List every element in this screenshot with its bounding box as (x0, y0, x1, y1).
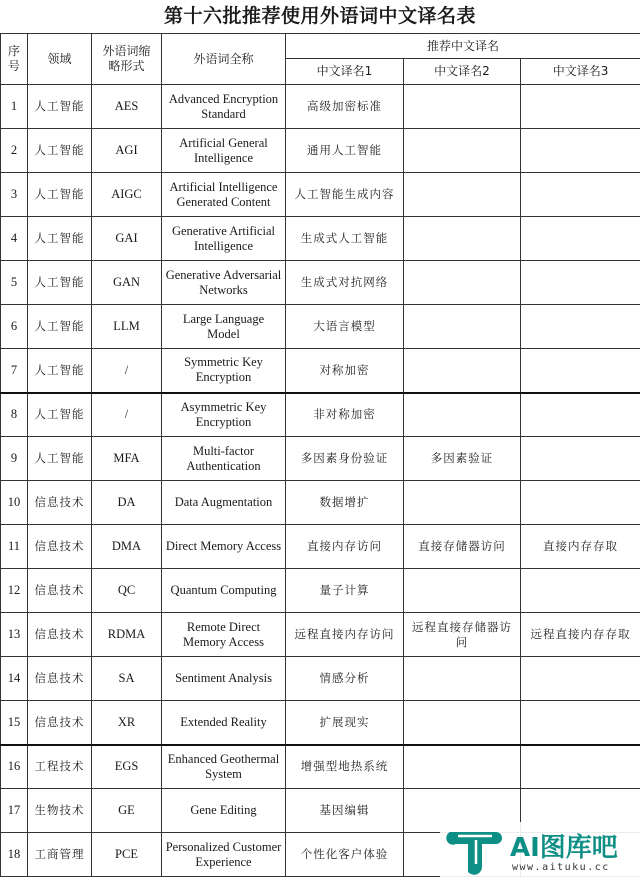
cell-cn2 (404, 85, 521, 129)
table-row (1, 745, 640, 789)
cell-abbr: RDMA (92, 613, 162, 657)
header-cn1: 中文译名1 (286, 59, 404, 85)
cell-cn3 (521, 657, 640, 701)
cell-abbr: DMA (92, 525, 162, 569)
cell-field: 人工智能 (28, 217, 92, 261)
cell-cn3 (521, 305, 640, 349)
cell-full-name: Generative Adversarial Networks (162, 261, 286, 305)
cell-cn2 (404, 569, 521, 613)
cell-no: 17 (1, 789, 28, 833)
cell-cn3: 直接内存存取 (521, 525, 640, 569)
cell-cn2 (404, 129, 521, 173)
table-row (1, 85, 640, 129)
header-no: 序号 (1, 34, 28, 85)
cell-cn1: 通用人工智能 (286, 129, 404, 173)
cell-cn3 (521, 393, 640, 437)
header-full: 外语词全称 (162, 34, 286, 85)
cell-full-name: Asymmetric Key Encryption (162, 393, 286, 437)
aituku-logo-icon (446, 826, 506, 878)
cell-field: 信息技术 (28, 525, 92, 569)
cell-no: 12 (1, 569, 28, 613)
cell-cn2 (404, 173, 521, 217)
cell-abbr: GE (92, 789, 162, 833)
table-row (1, 349, 640, 393)
cell-cn2: 直接存储器访问 (404, 525, 521, 569)
table-row (1, 569, 640, 613)
cell-full-name: Enhanced Geothermal System (162, 745, 286, 789)
cell-field: 信息技术 (28, 701, 92, 745)
cell-cn1: 生成式人工智能 (286, 217, 404, 261)
cell-cn3 (521, 349, 640, 393)
cell-cn1: 量子计算 (286, 569, 404, 613)
cell-full-name: Multi-factor Authentication (162, 437, 286, 481)
cell-abbr: AIGC (92, 173, 162, 217)
cell-cn3: 远程直接内存存取 (521, 613, 640, 657)
cell-field: 人工智能 (28, 393, 92, 437)
cell-cn3 (521, 217, 640, 261)
cell-no: 3 (1, 173, 28, 217)
cell-cn1: 远程直接内存访问 (286, 613, 404, 657)
cell-cn3 (521, 481, 640, 525)
cell-cn1: 基因编辑 (286, 789, 404, 833)
cell-abbr: PCE (92, 833, 162, 877)
cell-abbr: EGS (92, 745, 162, 789)
watermark-url: www.aituku.cc (512, 862, 610, 873)
cell-no: 1 (1, 85, 28, 129)
table-row (1, 217, 640, 261)
cell-field: 人工智能 (28, 85, 92, 129)
header-cn2: 中文译名2 (404, 59, 521, 85)
cell-full-name: Artificial General Intelligence (162, 129, 286, 173)
cell-cn2 (404, 349, 521, 393)
cell-no: 9 (1, 437, 28, 481)
table-row (1, 525, 640, 569)
cell-cn1: 人工智能生成内容 (286, 173, 404, 217)
table-row (1, 657, 640, 701)
cell-cn1: 高级加密标准 (286, 85, 404, 129)
table-body (1, 85, 640, 877)
cell-cn1: 多因素身份验证 (286, 437, 404, 481)
cell-field: 信息技术 (28, 657, 92, 701)
cell-cn1: 直接内存访问 (286, 525, 404, 569)
table-row (1, 305, 640, 349)
cell-cn2 (404, 217, 521, 261)
cell-cn1: 个性化客户体验 (286, 833, 404, 877)
cell-abbr: QC (92, 569, 162, 613)
cell-field: 人工智能 (28, 129, 92, 173)
cell-cn3 (521, 129, 640, 173)
cell-cn1: 生成式对抗网络 (286, 261, 404, 305)
cell-cn2 (404, 261, 521, 305)
cell-cn1: 情感分析 (286, 657, 404, 701)
cell-abbr: LLM (92, 305, 162, 349)
cell-no: 7 (1, 349, 28, 393)
cell-no: 13 (1, 613, 28, 657)
cell-cn2 (404, 305, 521, 349)
cell-cn2 (404, 393, 521, 437)
cell-full-name: Advanced Encryption Standard (162, 85, 286, 129)
cell-cn2 (404, 701, 521, 745)
cell-no: 18 (1, 833, 28, 877)
cell-full-name: Artificial Intelligence Generated Content (162, 173, 286, 217)
cell-cn3 (521, 701, 640, 745)
cell-cn3 (521, 173, 640, 217)
cell-field: 人工智能 (28, 305, 92, 349)
cell-no: 6 (1, 305, 28, 349)
cell-cn1: 对称加密 (286, 349, 404, 393)
cell-no: 15 (1, 701, 28, 745)
cell-cn3 (521, 85, 640, 129)
cell-cn2 (404, 657, 521, 701)
cell-cn2: 多因素验证 (404, 437, 521, 481)
cell-full-name: Sentiment Analysis (162, 657, 286, 701)
header-cn3: 中文译名3 (521, 59, 640, 85)
table-row (1, 701, 640, 745)
cell-no: 14 (1, 657, 28, 701)
cell-cn2 (404, 481, 521, 525)
cell-abbr: AES (92, 85, 162, 129)
cell-abbr: MFA (92, 437, 162, 481)
cell-full-name: Generative Artificial Intelligence (162, 217, 286, 261)
header-recommended: 推荐中文译名 (286, 34, 640, 59)
cell-cn1: 大语言模型 (286, 305, 404, 349)
table-row (1, 481, 640, 525)
cell-cn1: 数据增扩 (286, 481, 404, 525)
cell-cn1: 扩展现实 (286, 701, 404, 745)
cell-no: 5 (1, 261, 28, 305)
cell-no: 2 (1, 129, 28, 173)
header-field: 领域 (28, 34, 92, 85)
cell-cn3 (521, 745, 640, 789)
cell-field: 人工智能 (28, 437, 92, 481)
cell-abbr: AGI (92, 129, 162, 173)
cell-field: 工商管理 (28, 833, 92, 877)
page-title: 第十六批推荐使用外语词中文译名表 (163, 5, 476, 27)
table-row (1, 261, 640, 305)
cell-full-name: Large Language Model (162, 305, 286, 349)
cell-field: 人工智能 (28, 173, 92, 217)
header-abbr: 外语词缩略形式 (92, 34, 162, 85)
cell-abbr: GAN (92, 261, 162, 305)
table-row (1, 613, 640, 657)
cell-abbr: XR (92, 701, 162, 745)
cell-no: 11 (1, 525, 28, 569)
cell-field: 信息技术 (28, 569, 92, 613)
cell-no: 10 (1, 481, 28, 525)
cell-field: 人工智能 (28, 261, 92, 305)
cell-no: 16 (1, 745, 28, 789)
cell-full-name: Quantum Computing (162, 569, 286, 613)
table-row (1, 393, 640, 437)
cell-field: 信息技术 (28, 613, 92, 657)
cell-cn3 (521, 261, 640, 305)
cell-cn1: 非对称加密 (286, 393, 404, 437)
watermark-logo (440, 822, 640, 882)
cell-full-name: Symmetric Key Encryption (162, 349, 286, 393)
cell-cn3 (521, 569, 640, 613)
cell-full-name: Extended Reality (162, 701, 286, 745)
table-row (1, 173, 640, 217)
table-row (1, 129, 640, 173)
translation-table (0, 33, 640, 877)
cell-cn2 (404, 745, 521, 789)
cell-abbr: / (92, 349, 162, 393)
cell-field: 生物技术 (28, 789, 92, 833)
cell-full-name: Gene Editing (162, 789, 286, 833)
cell-abbr: SA (92, 657, 162, 701)
watermark-brand: AI图库吧 (510, 833, 618, 863)
cell-field: 工程技术 (28, 745, 92, 789)
cell-full-name: Data Augmentation (162, 481, 286, 525)
cell-no: 8 (1, 393, 28, 437)
cell-abbr: DA (92, 481, 162, 525)
cell-abbr: / (92, 393, 162, 437)
cell-abbr: GAI (92, 217, 162, 261)
cell-full-name: Personalized Customer Experience (162, 833, 286, 877)
cell-full-name: Remote Direct Memory Access (162, 613, 286, 657)
cell-cn2: 远程直接存储器访问 (404, 613, 521, 657)
cell-full-name: Direct Memory Access (162, 525, 286, 569)
cell-cn1: 增强型地热系统 (286, 745, 404, 789)
cell-cn3 (521, 437, 640, 481)
cell-no: 4 (1, 217, 28, 261)
table-row (1, 437, 640, 481)
cell-field: 人工智能 (28, 349, 92, 393)
cell-field: 信息技术 (28, 481, 92, 525)
